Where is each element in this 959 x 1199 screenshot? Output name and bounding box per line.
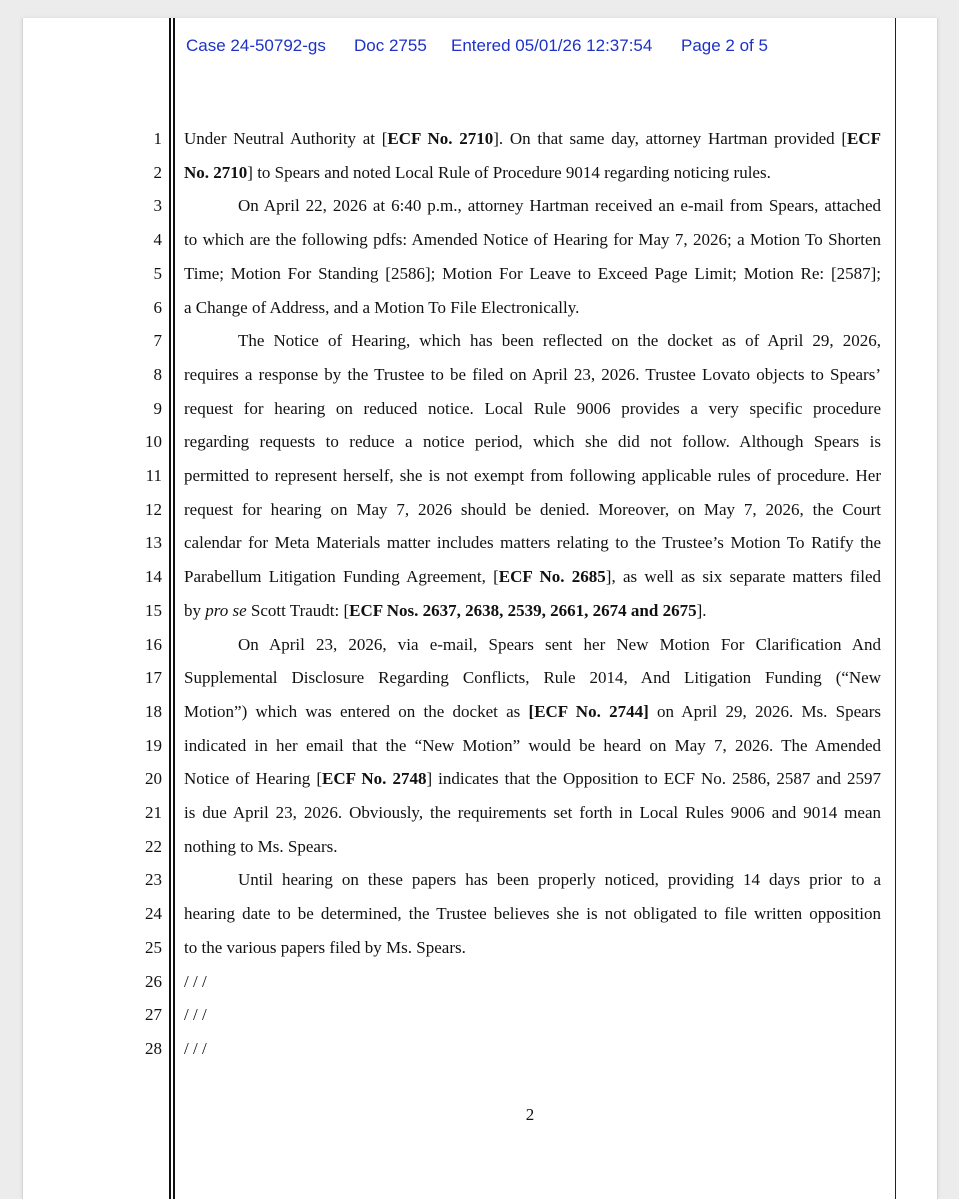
ecf-header bbox=[0, 36, 959, 60]
line-number: 11 bbox=[145, 466, 162, 485]
text-run: to which are the following pdfs: Amended Notice of Hearing for May 7, 2026; a Motion To Shorten bbox=[184, 230, 881, 250]
text-line bbox=[184, 836, 881, 858]
line-number: 2 bbox=[153, 162, 162, 182]
text-line bbox=[184, 128, 881, 150]
text-line bbox=[184, 869, 881, 891]
line-number: 9 bbox=[153, 398, 162, 418]
text-run: The Notice of Hearing, which has been reflected on the docket as of April 29, 2026, bbox=[238, 331, 881, 351]
text-line bbox=[184, 195, 881, 217]
text-run: ]. On that same day, attorney Hartman provided [ bbox=[493, 129, 847, 148]
text-run: Time; Motion For Standing [2586]; Motion For Leave to Exceed Page Limit; Motion Re: [2587]; bbox=[184, 263, 881, 283]
text-line bbox=[184, 1004, 881, 1026]
text-run: Notice of Hearing [ bbox=[184, 769, 322, 789]
line-number: 26 bbox=[145, 971, 162, 991]
text-run: a Change of Address, and a Motion To File Electronically. bbox=[184, 297, 580, 317]
text-line bbox=[184, 566, 881, 588]
text-line bbox=[184, 937, 881, 959]
text-run: ] to Spears and noted Local Rule of Procedure 9014 regarding noticing rules. bbox=[247, 162, 771, 182]
line-number: 18 bbox=[145, 701, 162, 721]
text-run: on April 29, 2026. Ms. Spears bbox=[648, 701, 881, 721]
text-run: indicated in her email that the “New Motion” would be heard on May 7, 2026. The Amended bbox=[184, 735, 881, 755]
text-line bbox=[184, 903, 881, 925]
header-case-number: Case 24-50792-gs bbox=[186, 36, 326, 55]
header-entered-date: Entered 05/01/26 12:37:54 bbox=[451, 36, 653, 55]
italic-term: pro se bbox=[205, 600, 247, 620]
page-footer-number: 2 bbox=[525, 1105, 535, 1124]
text-line bbox=[184, 768, 881, 790]
text-run: Parabellum Litigation Funding Agreement, [ bbox=[184, 567, 499, 587]
line-number: 3 bbox=[153, 196, 162, 216]
text-run: / / / bbox=[184, 1005, 207, 1025]
line-number: 6 bbox=[153, 297, 162, 317]
text-run: ]. bbox=[696, 600, 707, 620]
ecf-reference: No. 2710 bbox=[184, 162, 248, 182]
text-run: / / / bbox=[184, 971, 207, 991]
line-number: 17 bbox=[145, 668, 162, 688]
text-line bbox=[184, 364, 881, 386]
line-number: 1 bbox=[153, 129, 162, 148]
ecf-reference: ECF No. 2748 bbox=[322, 769, 427, 789]
text-run: Scott Traudt: [ bbox=[246, 600, 350, 620]
text-run: ], as well as six separate matters filed bbox=[605, 567, 882, 587]
line-number: 24 bbox=[145, 904, 162, 924]
line-number: 5 bbox=[153, 263, 162, 283]
text-line bbox=[184, 600, 881, 622]
text-run: ] indicates that the Opposition to ECF No. 2586, 2587 and 2597 bbox=[426, 769, 881, 789]
line-number: 22 bbox=[145, 836, 162, 856]
text-run: nothing to Ms. Spears. bbox=[184, 836, 338, 856]
text-line bbox=[184, 229, 881, 251]
line-number: 14 bbox=[145, 567, 162, 587]
text-run: Until hearing on these papers has been properly noticed, providing 14 days prior to a bbox=[238, 870, 881, 890]
header-page-count: Page 2 of 5 bbox=[681, 36, 768, 55]
text-line bbox=[184, 532, 881, 554]
line-number: 4 bbox=[153, 230, 162, 250]
text-run: requires a response by the Trustee to be filed on April 23, 2026. Trustee Lovato objects to Spears’ bbox=[184, 364, 881, 384]
line-number: 21 bbox=[145, 803, 162, 822]
line-number: 8 bbox=[153, 364, 162, 384]
text-line bbox=[184, 431, 881, 453]
text-line bbox=[184, 971, 881, 993]
text-run: / / / bbox=[184, 1038, 207, 1058]
text-line bbox=[184, 1038, 881, 1060]
text-run: Supplemental Disclosure Regarding Conflicts, Rule 2014, And Litigation Funding (“New bbox=[184, 668, 881, 688]
ecf-reference: ECF No. 2685 bbox=[498, 567, 606, 587]
text-run: regarding requests to reduce a notice period, which she did not follow. Although Spears is bbox=[184, 432, 881, 452]
line-number: 16 bbox=[145, 634, 162, 654]
ecf-reference: ECF bbox=[847, 129, 881, 148]
text-line bbox=[184, 802, 881, 824]
text-line bbox=[184, 499, 881, 521]
line-number: 12 bbox=[145, 499, 162, 519]
line-number: 19 bbox=[145, 735, 162, 755]
text-run: request for hearing on May 7, 2026 should be denied. Moreover, on May 7, 2026, the Court bbox=[184, 499, 881, 519]
text-run: calendar for Meta Materials matter includes matters relating to the Trustee’s Motion To Ratify the bbox=[184, 533, 881, 553]
text-line bbox=[184, 398, 881, 420]
right-margin-rule bbox=[895, 18, 896, 1199]
text-line bbox=[184, 667, 881, 689]
text-run: Motion”) which was entered on the docket as bbox=[184, 701, 529, 721]
text-run: On April 23, 2026, via e-mail, Spears sent her New Motion For Clarification And bbox=[238, 634, 881, 654]
text-line bbox=[184, 162, 881, 184]
line-number: 7 bbox=[153, 331, 162, 351]
ecf-reference: ECF Nos. 2637, 2638, 2539, 2661, 2674 and 2675 bbox=[349, 600, 697, 620]
text-line bbox=[184, 701, 881, 723]
text-run: On April 22, 2026 at 6:40 p.m., attorney Hartman received an e-mail from Spears, attached bbox=[238, 196, 881, 216]
text-line bbox=[184, 735, 881, 757]
line-number: 10 bbox=[145, 432, 162, 452]
text-line bbox=[184, 330, 881, 352]
line-number: 28 bbox=[145, 1038, 162, 1058]
line-number: 13 bbox=[145, 533, 162, 553]
line-number: 25 bbox=[145, 937, 162, 957]
left-margin-rule-inner bbox=[173, 18, 175, 1199]
text-run: permitted to represent herself, she is not exempt from following applicable rules of procedure. Her bbox=[184, 466, 881, 485]
text-run: is due April 23, 2026. Obviously, the requirements set forth in Local Rules 9006 and 9014 mean bbox=[184, 803, 881, 822]
line-number: 15 bbox=[145, 600, 162, 620]
text-run: request for hearing on reduced notice. Local Rule 9006 provides a very specific procedure bbox=[184, 398, 881, 418]
line-number: 23 bbox=[145, 870, 162, 890]
text-line bbox=[184, 297, 881, 319]
text-line bbox=[184, 465, 881, 487]
ecf-reference: [ECF No. 2744] bbox=[528, 701, 649, 721]
text-run: to the various papers filed by Ms. Spears. bbox=[184, 937, 466, 957]
left-margin-rule bbox=[169, 18, 171, 1199]
text-line bbox=[184, 634, 881, 656]
text-run: Under Neutral Authority at [ bbox=[184, 129, 388, 148]
text-run: by bbox=[184, 600, 206, 620]
ecf-reference: ECF No. 2710 bbox=[387, 129, 494, 148]
line-number: 20 bbox=[145, 769, 162, 789]
header-doc-number: Doc 2755 bbox=[354, 36, 427, 55]
text-line bbox=[184, 263, 881, 285]
text-run: hearing date to be determined, the Trustee believes she is not obligated to file written opposition bbox=[184, 904, 881, 924]
line-number: 27 bbox=[145, 1005, 162, 1025]
